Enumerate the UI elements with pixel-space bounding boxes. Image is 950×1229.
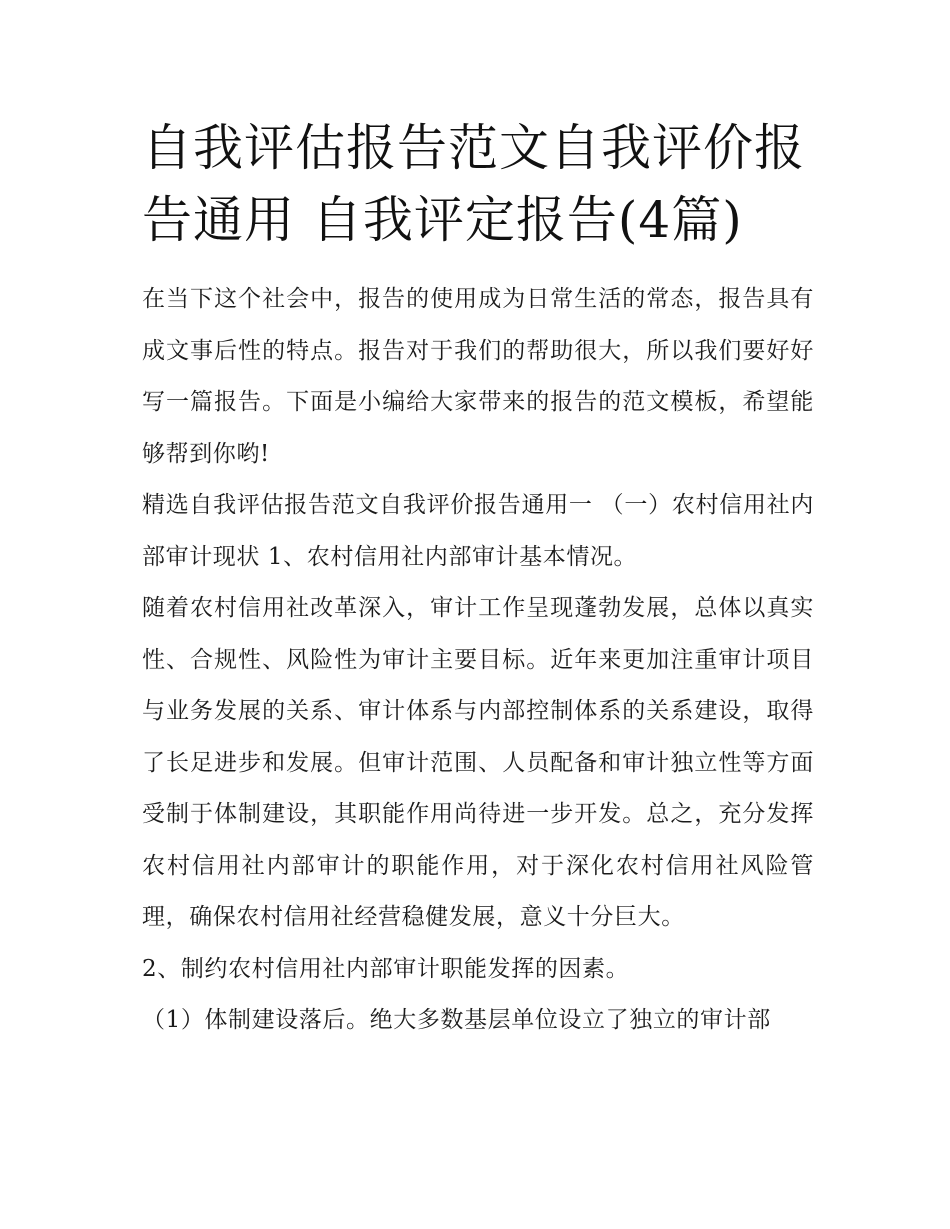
factor-item-paragraph: （1）体制建设落后。绝大多数基层单位设立了独立的审计部 (142, 1007, 771, 1033)
document-title: 自我评估报告范文自我评价报告通用 自我评定报告(4篇) (142, 119, 805, 249)
document-body (142, 274, 814, 1047)
intro-paragraph: 在当下这个社会中，报告的使用成为日常生活的常态，报告具有成文事后性的特点。报告对于我们的帮助很大，所以我们要好好写一篇报告。下面是小编给大家带来的报告的范文模板，希望能够帮到你哟! (142, 286, 814, 467)
section-heading-paragraph: 精选自我评估报告范文自我评价报告通用一 （一）农村信用社内部审计现状 1、农村信用社内部审计基本情况。 (142, 492, 814, 570)
factors-heading-paragraph: 2、制约农村信用社内部审计职能发挥的因素。 (142, 955, 630, 982)
audit-status-paragraph: 随着农村信用社改革深入，审计工作呈现蓬勃发展，总体以真实性、合规性、风险性为审计主要目标。近年来更加注重审计项目与业务发展的关系、审计体系与内部控制体系的关系建设，取得了长足进步和发展。但审计范围、人员配备和审计独立性等方面受制于体制建设，其职能作用尚待进一步开发。总之，充分发挥农村信用社内部审计的职能作用，对于深化农村信用社风险管理，确保农村信用社经营稳健发展，意义十分巨大。 (142, 595, 814, 930)
